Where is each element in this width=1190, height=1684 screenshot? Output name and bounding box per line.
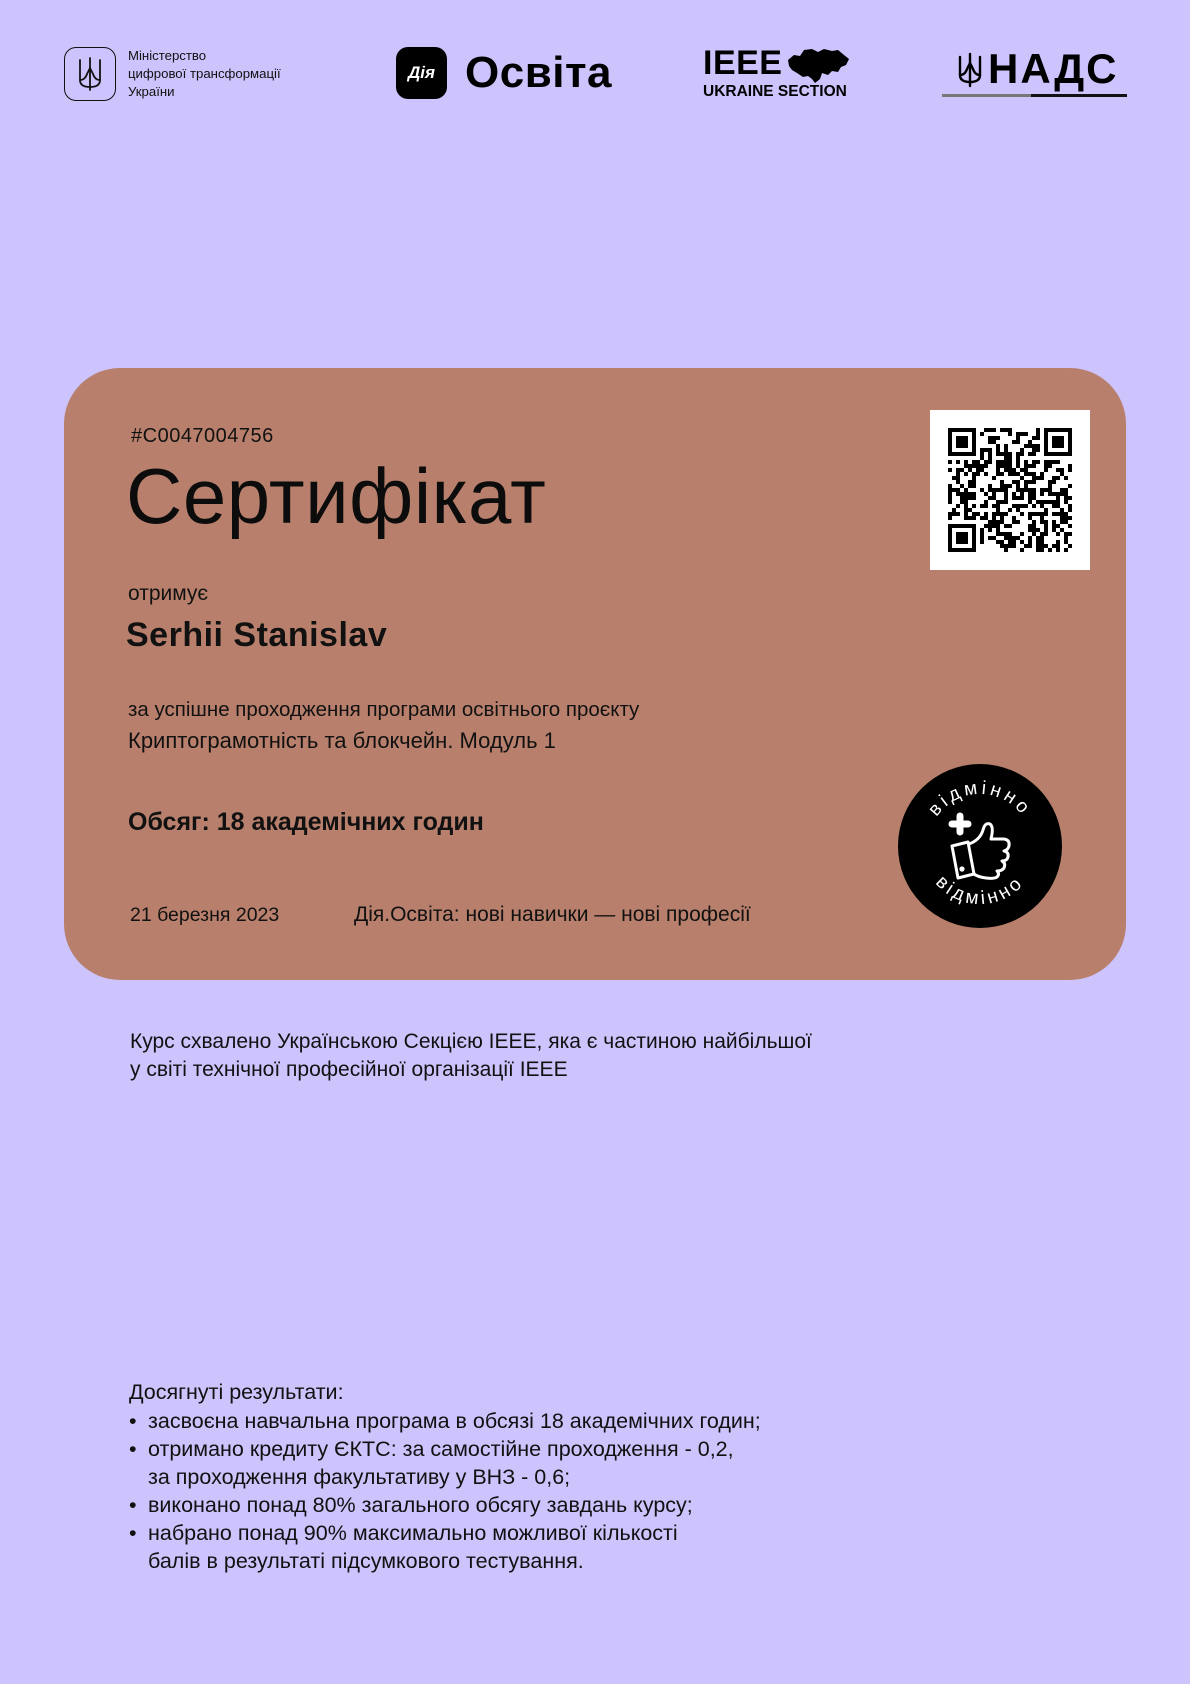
qr-code-image bbox=[948, 428, 1072, 552]
ministry-line-2: цифрової трансформації bbox=[128, 66, 281, 81]
badge-text-bottom: відмінно bbox=[931, 871, 1029, 910]
diia-mark: Дія bbox=[396, 47, 447, 99]
program-intro: за успішне проходження програми освітнього проєкту bbox=[128, 698, 640, 721]
ieee-ukraine-section: UKRAINE SECTION bbox=[703, 83, 847, 100]
certificate-title: Сертифікат bbox=[126, 452, 547, 540]
result-line: балів в результаті підсумкового тестування. bbox=[148, 1549, 584, 1573]
result-line: за проходження факультативу у ВНЗ - 0,6; bbox=[148, 1465, 571, 1489]
excellent-badge bbox=[898, 764, 1062, 928]
list-item bbox=[129, 1407, 761, 1435]
certificate-number: #C0047004756 bbox=[131, 425, 274, 447]
issue-date: 21 березня 2023 bbox=[130, 904, 280, 926]
course-volume: Обсяг: 18 академічних годин bbox=[128, 808, 484, 836]
badge-text-top: відмінно bbox=[924, 777, 1036, 821]
certificate-card bbox=[64, 368, 1126, 980]
results-section bbox=[129, 1377, 761, 1575]
receives-label: отримує bbox=[128, 582, 209, 605]
ieee-wordmark: IEEE bbox=[703, 44, 783, 82]
ieee-ukraine-logo bbox=[703, 46, 853, 102]
approval-line-1: Курс схвалено Українською Секцією IEEE, яка є частиною найбільшої bbox=[130, 1030, 812, 1053]
list-item bbox=[129, 1491, 761, 1519]
ministry-line-3: України bbox=[128, 84, 175, 99]
diia-osvita-logo bbox=[396, 47, 612, 99]
trident-icon bbox=[77, 56, 103, 92]
project-slogan: Дія.Освіта: нові навички — нові професії bbox=[354, 903, 751, 926]
osvita-wordmark: Освіта bbox=[465, 48, 612, 97]
ukraine-map-icon bbox=[786, 46, 850, 84]
ieee-approval-note bbox=[130, 1028, 812, 1084]
program-name: Криптограмотність та блокчейн. Модуль 1 bbox=[128, 728, 556, 753]
result-line: • набрано понад 90% максимально можливої кількості bbox=[148, 1521, 678, 1545]
trident-icon bbox=[958, 52, 982, 88]
ministry-line-1: Міністерство bbox=[128, 48, 207, 63]
nads-logo bbox=[942, 46, 1127, 98]
list-item bbox=[129, 1435, 761, 1491]
nads-underline bbox=[942, 94, 1127, 97]
list-item bbox=[129, 1519, 761, 1575]
ministry-emblem-frame bbox=[64, 47, 116, 101]
nads-wordmark: НАДС bbox=[988, 45, 1119, 92]
result-line: • отримано кредиту ЄКТС: за самостійне проходження - 0,2, bbox=[148, 1437, 734, 1461]
qr-code[interactable] bbox=[930, 410, 1090, 570]
result-line: • засвоєна навчальна програма в обсязі 18 академічних годин; bbox=[148, 1409, 761, 1433]
recipient-name: Serhii Stanislav bbox=[126, 616, 388, 654]
partner-logos bbox=[0, 0, 1190, 120]
approval-line-2: у світі технічної професійної організації IEEE bbox=[130, 1058, 568, 1081]
results-list bbox=[129, 1407, 761, 1575]
result-line: • виконано понад 80% загального обсягу завдань курсу; bbox=[148, 1493, 693, 1517]
ministry-logo bbox=[64, 47, 281, 101]
results-heading: Досягнуті результати: bbox=[129, 1380, 344, 1404]
ministry-name bbox=[128, 47, 281, 101]
